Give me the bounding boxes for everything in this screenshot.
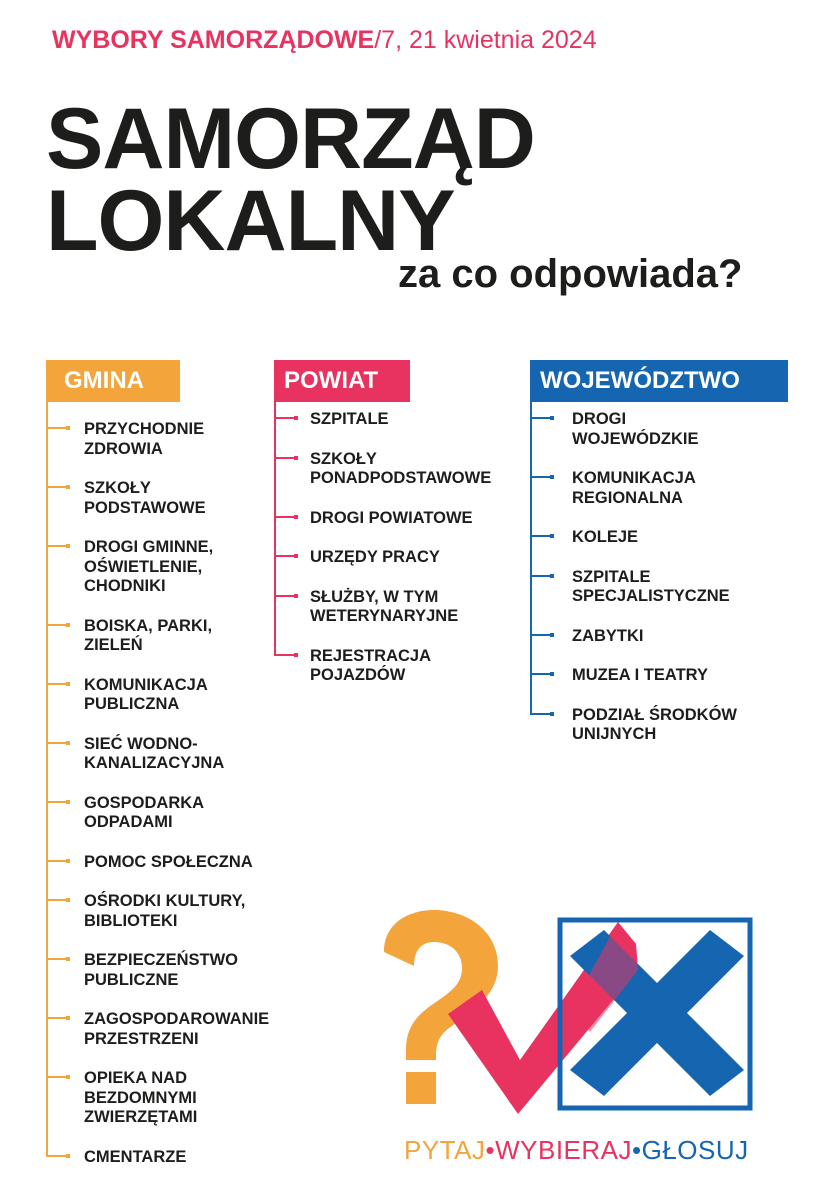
gmina-item-marker (46, 486, 68, 488)
wojewodztwo-item-marker (530, 634, 552, 636)
wojewodztwo-item: KOLEJE (572, 528, 639, 546)
gmina-item: CMENTARZE (84, 1147, 187, 1166)
gmina-item-marker (46, 1076, 68, 1078)
gmina-item: SIEĆ WODNO- KANALIZACYJNA (84, 734, 225, 772)
wojewodztwo-item-marker (530, 673, 552, 675)
powiat-item: URZĘDY PRACY (310, 548, 440, 566)
gmina-item: GOSPODARKA ODPADAMI (84, 793, 205, 831)
gmina-item-marker (46, 860, 68, 862)
gmina-item: SZKOŁY PODSTAWOWE (84, 479, 206, 517)
slogan-separator-2: • (632, 1135, 642, 1165)
powiat-item-marker (274, 654, 296, 656)
column-gmina (46, 360, 286, 1166)
gmina-item: POMOC SPOŁECZNA (84, 852, 253, 871)
powiat-item: SŁUŻBY, W TYM WETERYNARYJNE (310, 587, 459, 625)
election-date: 7, 21 kwietnia 2024 (381, 26, 597, 54)
page-title (46, 91, 535, 269)
wojewodztwo-item-marker (530, 713, 552, 715)
gmina-item: ZAGOSPODAROWANIE PRZESTRZENI (84, 1010, 270, 1048)
gmina-connector-line (46, 400, 48, 1157)
slogan-choose: WYBIERAJ (495, 1135, 633, 1165)
column-label-wojewodztwo: WOJEWÓDZTWO (530, 360, 788, 402)
header-slash: / (374, 26, 382, 54)
wojewodztwo-item-marker (530, 575, 552, 577)
wojewodztwo-item: SZPITALE SPECJALISTYCZNE (572, 567, 730, 605)
wojewodztwo-item: DROGI WOJEWÓDZKIE (572, 410, 699, 448)
slogan-vote: GŁOSUJ (641, 1135, 749, 1165)
title-line-1: SAMORZĄD (46, 91, 535, 187)
powiat-item: DROGI POWIATOWE (310, 508, 473, 527)
wojewodztwo-item: KOMUNIKACJA REGIONALNA (572, 469, 696, 507)
gmina-item: OPIEKA NAD BEZDOMNYMI ZWIERZĘTAMI (84, 1069, 198, 1126)
gmina-item: DROGI GMINNE, OŚWIETLENIE, CHODNIKI (84, 538, 214, 595)
powiat-item-marker (274, 457, 296, 459)
gmina-item-marker (46, 427, 68, 429)
page-subtitle: za co odpowiada? (398, 252, 743, 296)
title-line-2: LOKALNY (46, 173, 455, 269)
powiat-connector-line (274, 400, 276, 656)
wojewodztwo-item: MUZEA I TEATRY (572, 666, 708, 684)
election-label: WYBORY SAMORZĄDOWE (52, 26, 375, 54)
slogan-separator-1: • (485, 1135, 496, 1165)
gmina-item-marker (46, 624, 68, 626)
gmina-item-marker (46, 1017, 68, 1019)
wojewodztwo-item: PODZIAŁ ŚRODKÓW UNIJNYCH (572, 705, 737, 743)
powiat-item: SZPITALE (310, 410, 389, 428)
column-label-powiat: POWIAT (274, 360, 410, 402)
gmina-item-marker (46, 683, 68, 685)
powiat-item: REJESTRACJA POJAZDÓW (310, 646, 432, 684)
wojewodztwo-connector-line (530, 400, 532, 715)
gmina-item-marker (46, 958, 68, 960)
wojewodztwo-item-marker (530, 476, 552, 478)
gmina-item-marker (46, 545, 68, 547)
gmina-item: BOISKA, PARKI, ZIELEŃ (84, 616, 213, 654)
powiat-item-marker (274, 595, 296, 597)
gmina-item-marker (46, 742, 68, 744)
gmina-item: KOMUNIKACJA PUBLICZNA (84, 675, 208, 713)
slogan-ask: PYTAJ (404, 1135, 486, 1165)
column-powiat (274, 360, 524, 700)
wojewodztwo-item: ZABYTKI (572, 626, 644, 645)
gmina-item: PRZYCHODNIE ZDROWIA (84, 420, 205, 458)
powiat-item: SZKOŁY PONADPODSTAWOWE (310, 449, 492, 487)
question-dot-icon (406, 1072, 436, 1104)
wojewodztwo-item-marker (530, 535, 552, 537)
gmina-item-marker (46, 899, 68, 901)
powiat-item-marker (274, 516, 296, 518)
vote-logo (370, 910, 760, 1120)
powiat-item-marker (274, 555, 296, 557)
election-header (52, 24, 597, 56)
column-wojewodztwo (530, 360, 800, 760)
gmina-item-marker (46, 1155, 68, 1157)
gmina-item: OŚRODKI KULTURY, BIBLIOTEKI (84, 892, 246, 930)
gmina-item-marker (46, 801, 68, 803)
powiat-item-marker (274, 417, 296, 419)
gmina-item: BEZPIECZEŃSTWO PUBLICZNE (84, 951, 239, 989)
wojewodztwo-item-marker (530, 417, 552, 419)
column-label-gmina: GMINA (46, 360, 180, 402)
slogan (404, 1134, 749, 1166)
